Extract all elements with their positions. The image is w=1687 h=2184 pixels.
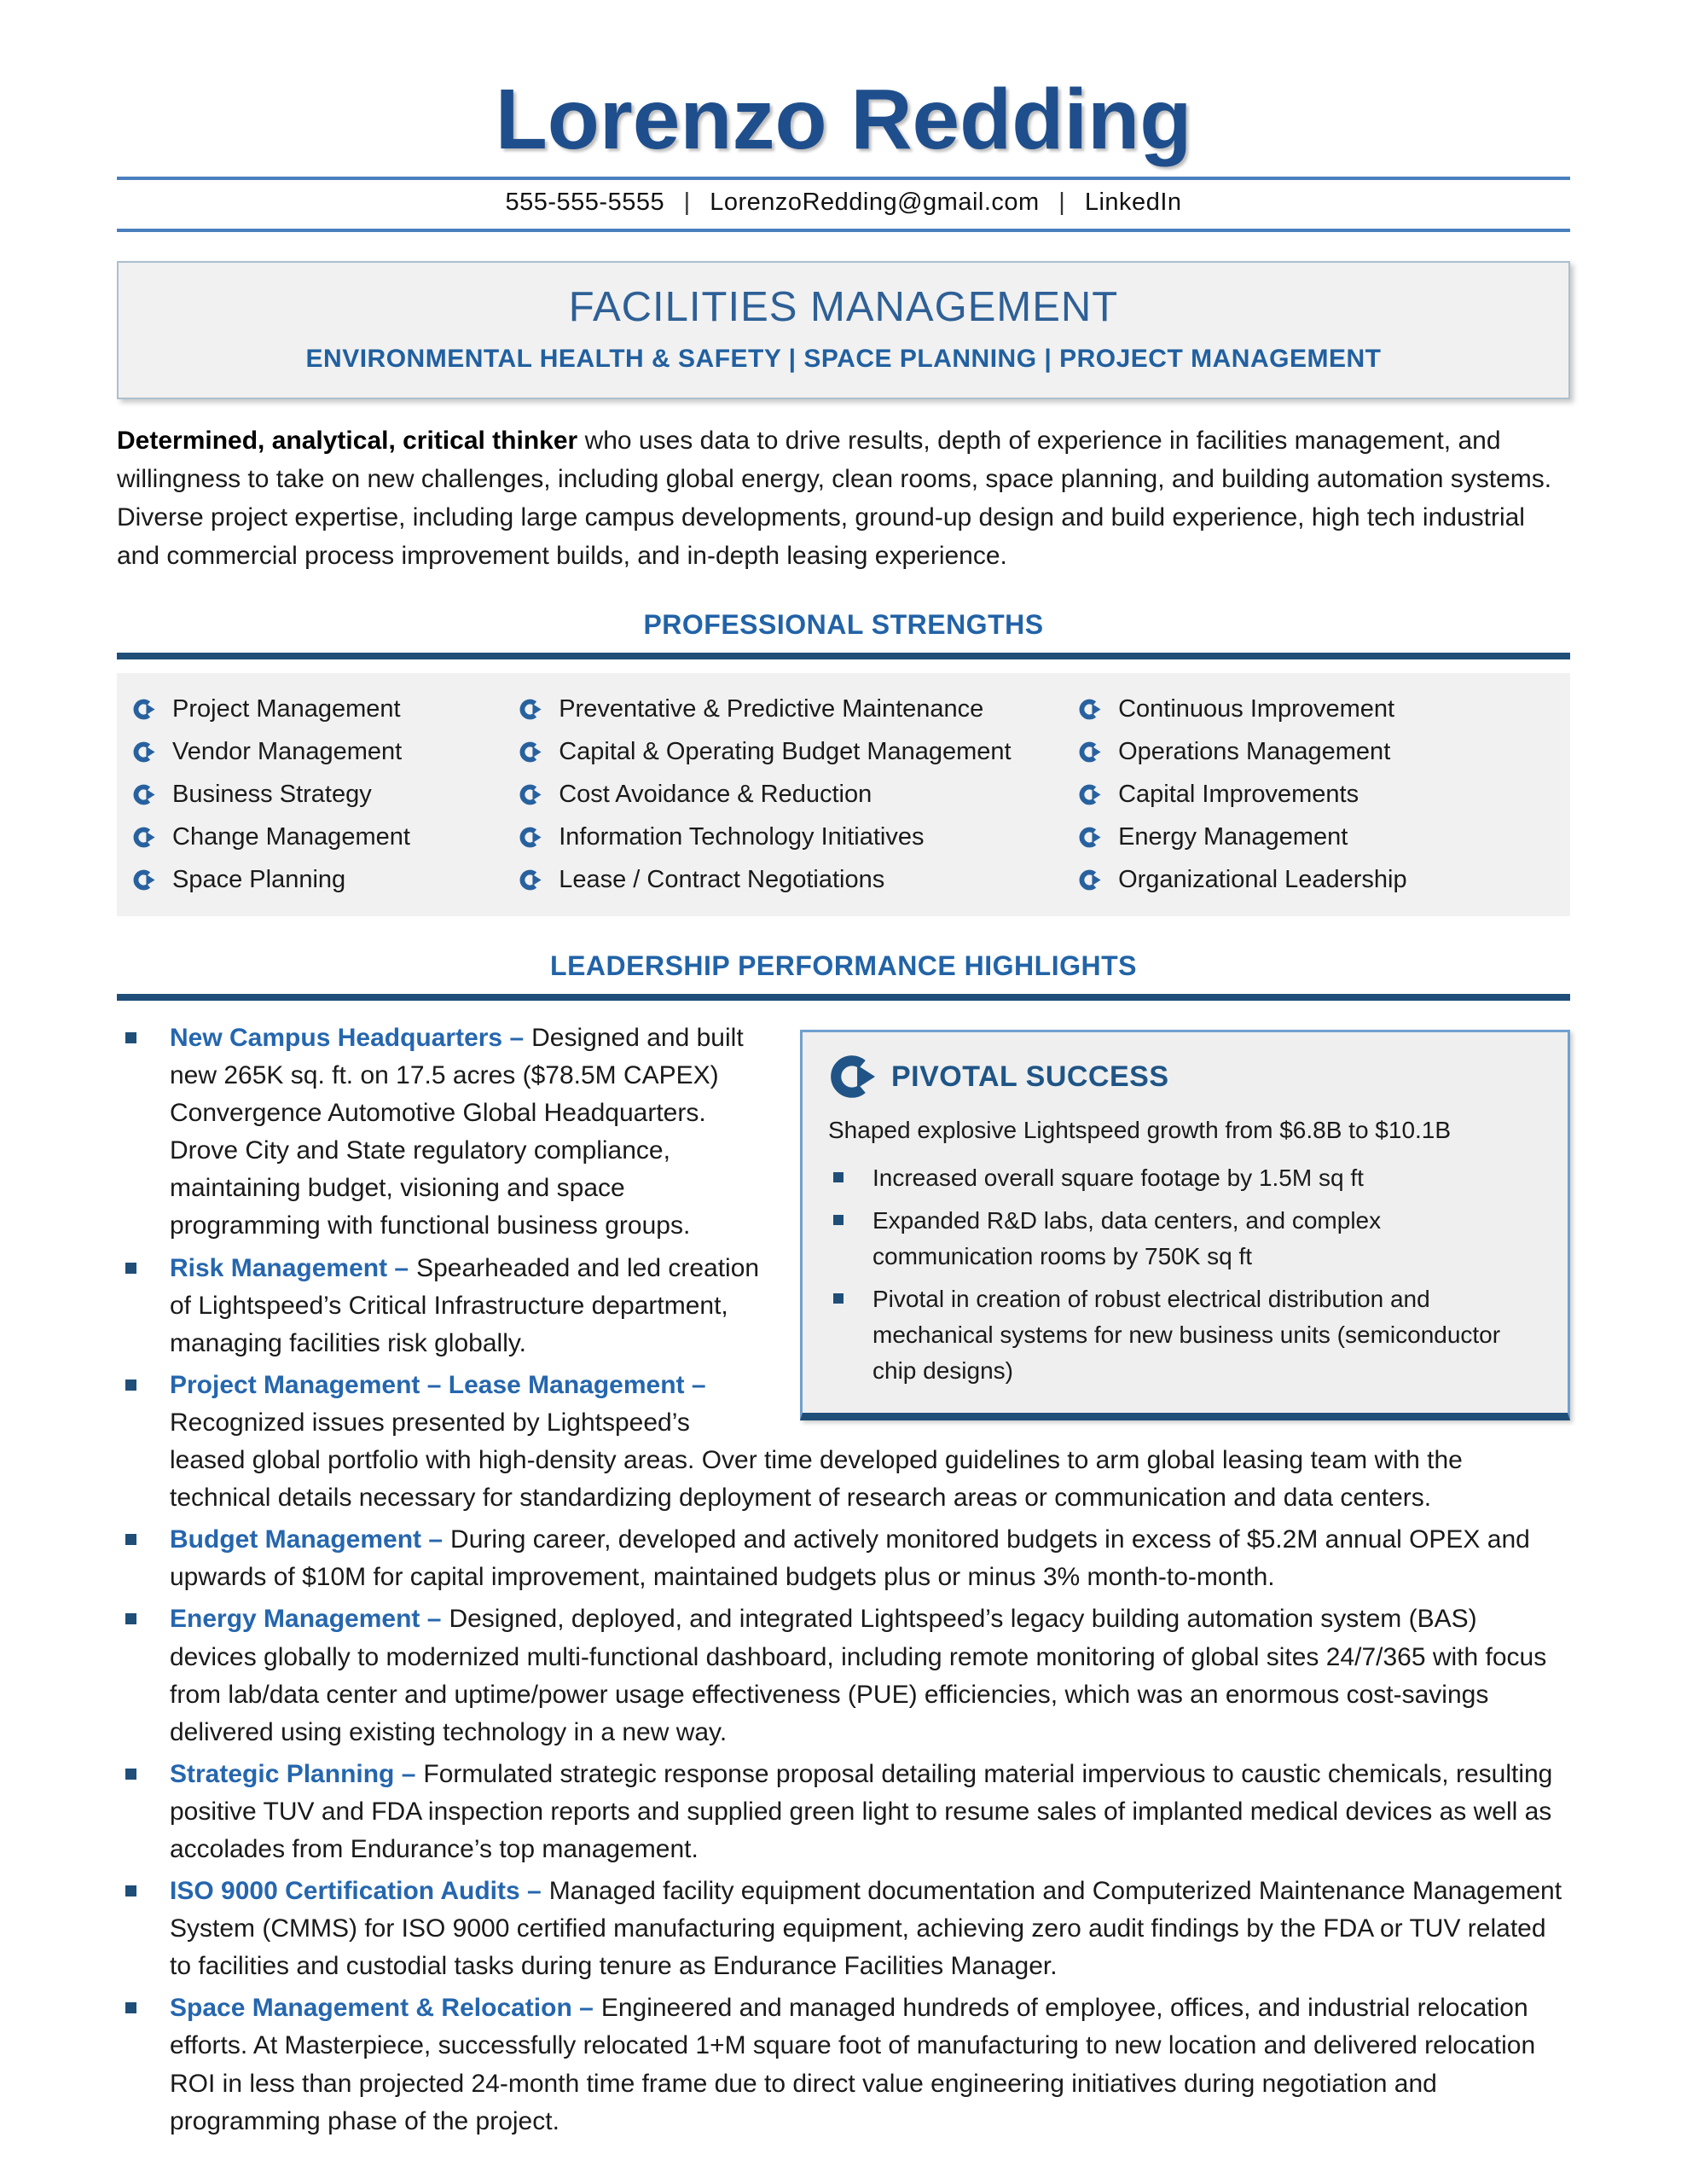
header-divider-bottom bbox=[117, 229, 1570, 232]
circle-arrow-icon bbox=[519, 698, 542, 721]
highlight-body: Designed and built new 265K sq. ft. on 17.5 acres ($78.5M CAPEX) Convergence Automotive Global Headquarters. Drove City and State regulatory compliance, maintaining budget, visioning and space programming with functional business groups. bbox=[170, 1024, 744, 1240]
highlight-item bbox=[117, 1989, 1570, 2140]
pivotal-intro: Shaped explosive Lightspeed growth from $6.8B to $10.1B bbox=[828, 1117, 1452, 1143]
strength-label: Business Strategy bbox=[172, 781, 372, 808]
highlight-body: Recognized issues presented by Lightspeed’s leased global portfolio with high-density areas. Over time developed guidelines to arm global leasing team with the technical details necessary for standardizing deployment of research areas or communication and data centers. bbox=[170, 1408, 1463, 1513]
title-banner bbox=[117, 261, 1570, 399]
summary-paragraph bbox=[117, 421, 1570, 575]
highlight-item bbox=[117, 1600, 1570, 1751]
highlights-divider bbox=[117, 994, 1570, 1001]
strength-label: Organizational Leadership bbox=[1118, 866, 1407, 893]
strength-item bbox=[519, 866, 1078, 894]
circle-arrow-icon bbox=[519, 868, 542, 892]
contact-line bbox=[117, 189, 1570, 217]
circle-arrow-icon bbox=[1078, 698, 1101, 721]
highlight-body: Engineered and managed hundreds of employee, offices, and industrial relocation efforts. At Masterpiece, successfully relocated 1+M square foot of manufacturing to new location and delivered relocation ROI in less than projected 24-month time frame due to direct value engineering initiatives during negotiation and programming phase of the project. bbox=[170, 1994, 1536, 2135]
resume-subtitle: ENVIRONMENTAL HEALTH & SAFETY | SPACE PLANNING | PROJECT MANAGEMENT bbox=[305, 345, 1382, 373]
strength-item bbox=[1078, 695, 1555, 723]
strengths-divider bbox=[117, 653, 1570, 659]
highlight-lead: Budget Management – bbox=[170, 1525, 443, 1554]
person-name: Lorenzo Redding bbox=[495, 72, 1192, 167]
square-bullet-icon bbox=[125, 1032, 136, 1043]
strength-item bbox=[1078, 866, 1555, 894]
circle-arrow-icon bbox=[132, 783, 155, 806]
highlight-body: Spearheaded and led creation of Lightspeed’s Critical Infrastructure department, managing facilities risk globally. bbox=[170, 1253, 760, 1357]
strength-label: Capital & Operating Budget Management bbox=[559, 738, 1012, 765]
strength-label: Energy Management bbox=[1118, 823, 1348, 851]
resume-title: FACILITIES MANAGEMENT bbox=[568, 284, 1119, 330]
strengths-heading: PROFESSIONAL STRENGTHS bbox=[643, 609, 1044, 640]
header-divider-top bbox=[117, 177, 1570, 180]
strength-label: Cost Avoidance & Reduction bbox=[559, 781, 872, 808]
highlight-lead: Strategic Planning – bbox=[170, 1759, 416, 1788]
strength-item bbox=[519, 738, 1078, 766]
circle-arrow-icon bbox=[1078, 868, 1101, 892]
highlight-item bbox=[117, 1756, 1570, 1868]
circle-arrow-icon bbox=[132, 868, 155, 892]
strength-label: Preventative & Predictive Maintenance bbox=[559, 695, 984, 723]
strength-item bbox=[519, 781, 1078, 809]
circle-arrow-icon bbox=[519, 783, 542, 806]
square-bullet-icon bbox=[125, 1380, 136, 1391]
highlight-body: Designed, deployed, and integrated Lightspeed’s legacy building automation system (BAS) devices globally to modernized multi-functional dashboard, including remote monitoring of global sites 24/7/365 with focus from lab/data center and uptime/power usage effectiveness (PUE) efficiencies, which was an enormous cost-savings delivered using existing technology in a new way. bbox=[170, 1605, 1547, 1746]
highlights-heading: LEADERSHIP PERFORMANCE HIGHLIGHTS bbox=[550, 950, 1137, 981]
strength-item bbox=[132, 823, 519, 851]
highlight-lead: ISO 9000 Certification Audits – bbox=[170, 1877, 542, 1906]
strength-label: Space Planning bbox=[172, 866, 346, 893]
strength-item bbox=[1078, 823, 1555, 851]
highlight-body: Managed facility equipment documentation and Computerized Maintenance Management System (CMMS) for ISO 9000 certified manufacturing equipment, achieving zero audit findings by the FDA or TUV related to facilities and custodial tasks during tenure as Endurance Facilities Manager. bbox=[170, 1877, 1562, 1981]
strengths-column-3 bbox=[1078, 695, 1555, 894]
strength-label: Project Management bbox=[172, 695, 401, 723]
circle-arrow-icon bbox=[1078, 826, 1101, 849]
strength-item bbox=[132, 866, 519, 894]
highlight-item bbox=[117, 1019, 1570, 1246]
circle-arrow-icon bbox=[519, 741, 542, 764]
strength-item bbox=[132, 695, 519, 723]
highlight-lead: Space Management & Relocation – bbox=[170, 1994, 594, 2023]
highlights-list bbox=[117, 1019, 1570, 2140]
square-bullet-icon bbox=[125, 1885, 136, 1896]
highlight-item bbox=[117, 1521, 1570, 1596]
circle-arrow-icon bbox=[132, 741, 155, 764]
strengths-column-2 bbox=[519, 695, 1078, 894]
summary-lead: Determined, analytical, critical thinker bbox=[117, 427, 578, 455]
strength-item bbox=[1078, 738, 1555, 766]
strength-label: Change Management bbox=[172, 823, 410, 851]
strength-item bbox=[519, 823, 1078, 851]
strength-item bbox=[519, 695, 1078, 723]
square-bullet-icon bbox=[125, 1534, 136, 1545]
pivotal-bullet-text: Expanded R&D labs, data centers, and complex communication rooms by 750K sq ft bbox=[872, 1207, 1382, 1269]
pivotal-bullet-text: Pivotal in creation of robust electrical distribution and mechanical systems for new business units (semiconductor chip designs) bbox=[872, 1286, 1501, 1384]
strength-item bbox=[1078, 781, 1555, 809]
square-bullet-icon bbox=[125, 1769, 136, 1780]
pivotal-title: PIVOTAL SUCCESS bbox=[891, 1060, 1169, 1093]
highlight-lead: New Campus Headquarters – bbox=[170, 1024, 525, 1052]
strength-label: Operations Management bbox=[1118, 738, 1391, 765]
strengths-panel bbox=[117, 673, 1570, 916]
highlight-item bbox=[117, 1873, 1570, 1985]
highlight-lead: Risk Management – bbox=[170, 1253, 409, 1282]
strengths-column-1 bbox=[132, 695, 519, 894]
circle-arrow-icon bbox=[132, 698, 155, 721]
highlight-item bbox=[117, 1250, 1570, 1362]
email-link[interactable]: LorenzoRedding@gmail.com bbox=[710, 189, 1040, 216]
strength-label: Vendor Management bbox=[172, 738, 403, 765]
strength-item bbox=[132, 781, 519, 809]
strength-item bbox=[132, 738, 519, 766]
circle-arrow-icon bbox=[519, 826, 542, 849]
strength-label: Lease / Contract Negotiations bbox=[559, 866, 885, 893]
square-bullet-icon bbox=[125, 2002, 136, 2013]
highlight-body: During career, developed and actively monitored budgets in excess of $5.2M annual OPEX and upwards of $10M for capital improvement, maintained budgets plus or minus 3% month-to-month. bbox=[170, 1525, 1530, 1592]
linkedin-link[interactable]: LinkedIn bbox=[1084, 189, 1182, 216]
circle-arrow-icon bbox=[1078, 783, 1101, 806]
strength-label: Continuous Improvement bbox=[1118, 695, 1395, 723]
summary-body: who uses data to drive results, depth of experience in facilities management, and willingness to take on new challenges, including global energy, clean rooms, space planning, and building automation systems. Diverse project expertise, including large campus developments, ground-up design and build experience, high tech industrial and commercial process improvement builds, and in-depth leasing experience. bbox=[117, 427, 1552, 570]
contact-separator: | bbox=[683, 189, 691, 216]
highlight-lead: Energy Management – bbox=[170, 1605, 442, 1634]
strength-label: Information Technology Initiatives bbox=[559, 823, 925, 851]
square-bullet-icon bbox=[125, 1263, 136, 1274]
highlight-lead: Project Management – Lease Management – bbox=[170, 1370, 706, 1399]
contact-separator: | bbox=[1058, 189, 1066, 216]
highlights-section bbox=[117, 1019, 1570, 2145]
highlight-body: Formulated strategic response proposal detailing material impervious to caustic chemicals, resulting positive TUV and FDA inspection reports and supplied green light to resume sales of implanted medical devices as well as accolades from Endurance’s top management. bbox=[170, 1759, 1553, 1863]
circle-arrow-icon bbox=[1078, 741, 1101, 764]
strength-label: Capital Improvements bbox=[1118, 781, 1359, 808]
highlight-item bbox=[117, 1367, 1570, 1517]
pivotal-bullet-text: Increased overall square footage by 1.5M sq ft bbox=[872, 1165, 1364, 1191]
square-bullet-icon bbox=[125, 1613, 136, 1624]
phone-number: 555-555-5555 bbox=[505, 189, 665, 216]
circle-arrow-icon bbox=[132, 826, 155, 849]
